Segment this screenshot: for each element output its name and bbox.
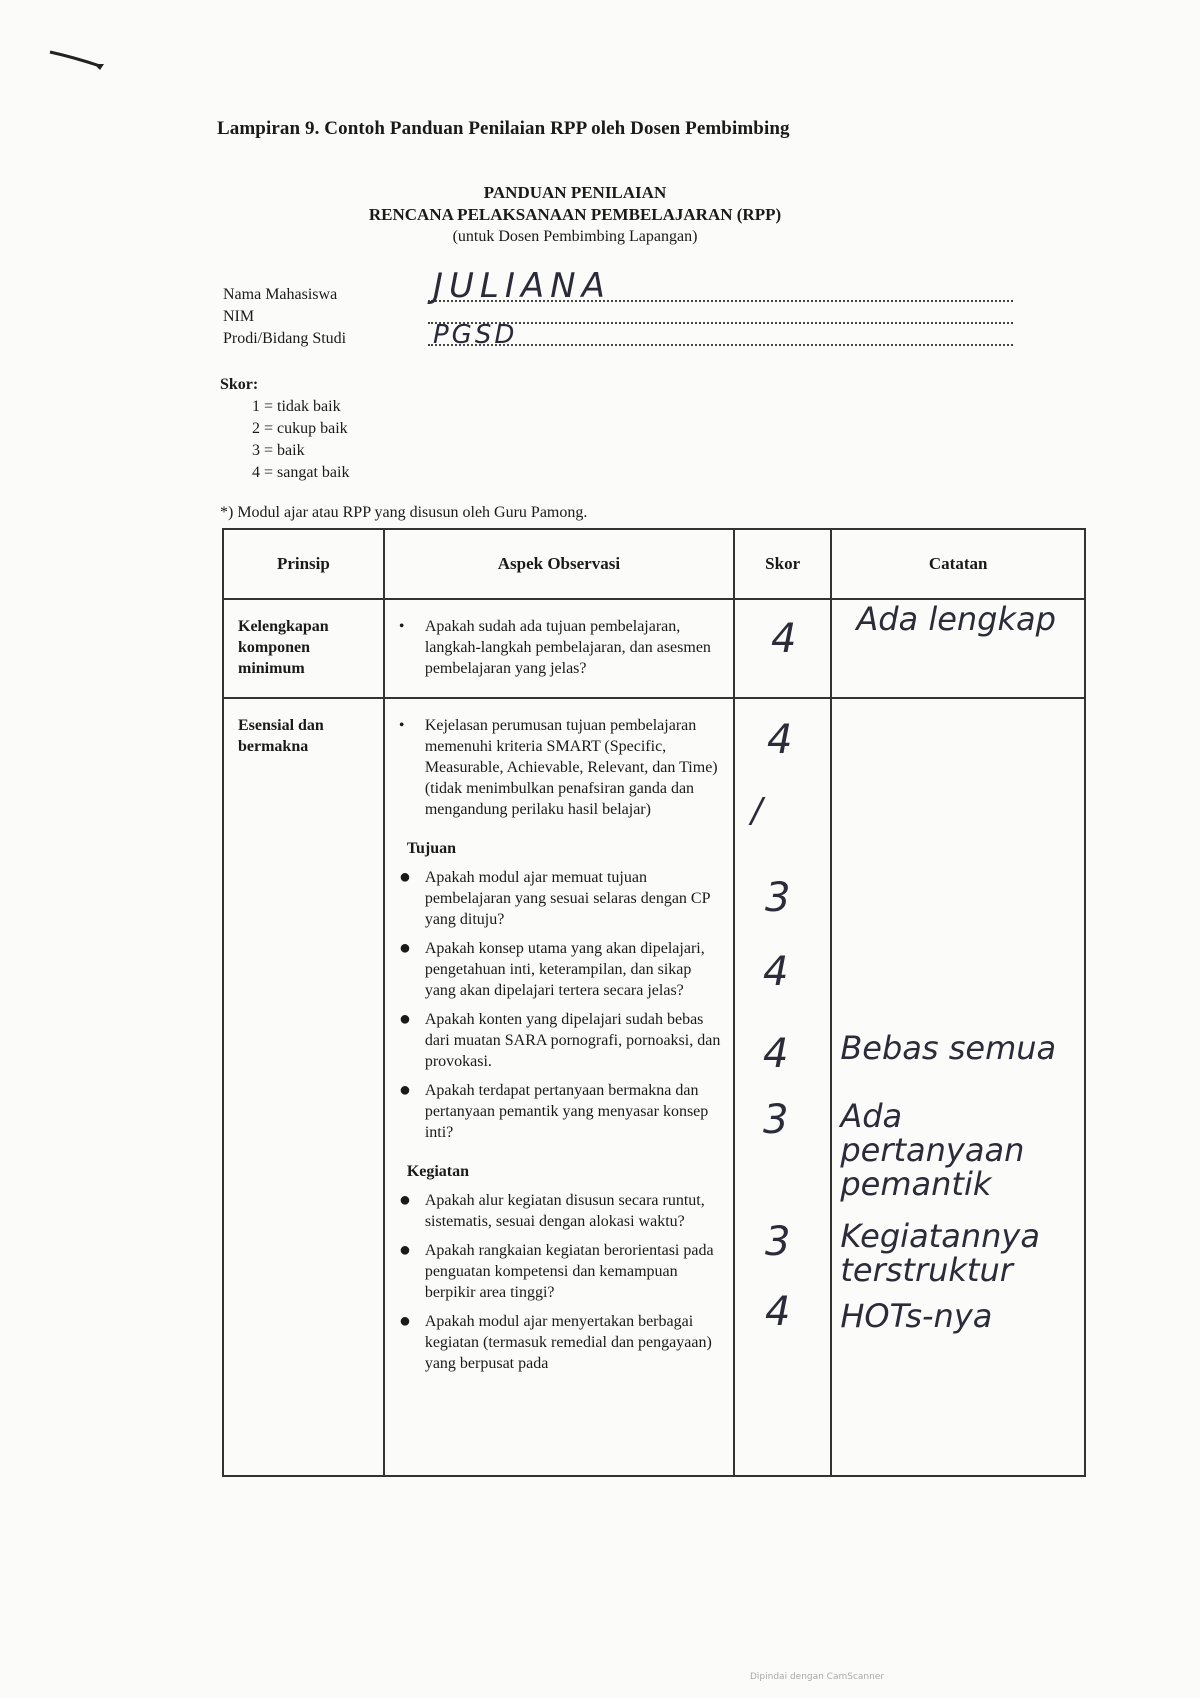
handwritten-score: 4: [764, 1289, 791, 1335]
prinsip-cell: Kelengkapan komponen minimum: [223, 599, 384, 698]
handwritten-score: 4: [762, 1031, 789, 1077]
list-item: [397, 867, 723, 930]
aspek-text: Apakah rangkaian kegiatan berorientasi pada penguatan kompetensi dan kemampuan berpikir area tinggi?: [424, 1242, 714, 1301]
aspek-cell: [384, 599, 734, 698]
aspek-text: Apakah modul ajar memuat tujuan pembelajaran yang sesuai selaras dengan CP yang dituju?: [424, 869, 710, 928]
bullet-icon: ●: [398, 1310, 411, 1332]
bullet-icon: •: [398, 618, 405, 635]
student-name-row: [223, 266, 1013, 306]
bullet-icon: ●: [398, 937, 411, 959]
aspek-cell: [384, 698, 734, 1476]
aspek-text: Apakah konsep utama yang akan dipelajari, pengetahuan inti, keterampilan, dan sikap yang akan dipelajari tertera secara jelas?: [424, 940, 705, 999]
list-item: [397, 1080, 723, 1143]
handwritten-note: HOTs-nya: [840, 1297, 993, 1335]
table-row: [223, 599, 1085, 698]
pen-mark: [48, 48, 108, 70]
handwritten-note: Ada pertanyaan pemantik: [840, 1097, 1025, 1203]
score-legend-item: 2 = cukup baik: [252, 420, 348, 437]
list-item: [397, 616, 723, 679]
score-legend-item: 1 = tidak baik: [252, 398, 341, 415]
student-name-label: Nama Mahasiswa: [223, 286, 338, 303]
handwritten-score: 3: [764, 875, 791, 921]
handwritten-note: Bebas semua: [840, 1029, 1057, 1067]
aspek-text: Apakah sudah ada tujuan pembelajaran, langkah-langkah pembelajaran, dan asesmen pembelajaran yang jelas?: [424, 618, 711, 677]
score-legend-item: 4 = sangat baik: [252, 464, 350, 481]
observation-table: [222, 528, 1086, 1477]
aspek-text: Apakah modul ajar menyertakan berbagai kegiatan (termasuk remedial dan pengayaan) yang berpusat pada: [424, 1313, 712, 1372]
handwritten-score: 4: [770, 616, 797, 662]
list-item: [397, 938, 723, 1001]
handwritten-score: 3: [762, 1097, 789, 1143]
table-header-row: [223, 529, 1085, 599]
appendix-title: Lampiran 9. Contoh Panduan Penilaian RPP oleh Dosen Pembimbing: [217, 118, 790, 139]
subsection-title: Tujuan: [406, 840, 457, 857]
score-legend-item: 3 = baik: [252, 442, 305, 459]
prinsip-cell: Esensial dan bermakna: [223, 698, 384, 1476]
score-legend-title: Skor:: [220, 376, 259, 393]
list-item: [397, 715, 723, 820]
aspek-text: Apakah terdapat pertanyaan bermakna dan pertanyaan pemantik yang menyasar konsep inti?: [424, 1082, 709, 1141]
handwritten-note: Kegiatannya terstruktur: [840, 1217, 1040, 1289]
list-item: [397, 1240, 723, 1303]
nim-row: [223, 306, 1013, 328]
bullet-icon: ●: [398, 1189, 411, 1211]
header-aspek: Aspek Observasi: [384, 529, 734, 599]
bullet-icon: ●: [398, 1008, 411, 1030]
score-legend: [220, 374, 349, 484]
document-heading: [330, 182, 820, 248]
scanner-watermark: Dipindai dengan CamScanner: [750, 1672, 885, 1682]
list-item: [397, 1009, 723, 1072]
bullet-icon: ●: [398, 866, 411, 888]
note-cell: [831, 599, 1085, 698]
aspek-text: Apakah konten yang dipelajari sudah bebas dari muatan SARA pornografi, pornoaksi, dan provokasi.: [424, 1011, 721, 1070]
study-program-row: [223, 320, 1013, 350]
heading-line-2: RENCANA PELAKSANAAN PEMBELAJARAN (RPP): [368, 205, 782, 224]
study-program-label: Prodi/Bidang Studi: [223, 330, 347, 347]
heading-line-1: PANDUAN PENILAIAN: [483, 183, 667, 202]
nim-label: NIM: [223, 308, 255, 325]
score-cell: [734, 698, 831, 1476]
score-cell: [734, 599, 831, 698]
handwritten-score: 4: [762, 949, 789, 995]
list-item: [397, 1311, 723, 1374]
handwritten-score: 3: [764, 1219, 791, 1265]
header-prinsip: Prinsip: [223, 529, 384, 599]
bullet-icon: ●: [398, 1239, 411, 1261]
table-row: [223, 698, 1085, 1476]
heading-line-3: (untuk Dosen Pembimbing Lapangan): [452, 228, 698, 245]
footnote: *) Modul ajar atau RPP yang disusun oleh Guru Pamong.: [220, 504, 588, 521]
aspek-text: Apakah alur kegiatan disusun secara runtut, sistematis, sesuai dengan alokasi waktu?: [424, 1192, 705, 1230]
header-skor: Skor: [734, 529, 831, 599]
aspek-text: Kejelasan perumusan tujuan pembelajaran memenuhi kriteria SMART (Specific, Measurable, Achievable, Relevant, dan Time) (tidak menimbulkan penafsiran ganda dan mengandung perilaku hasil belajar): [424, 717, 718, 818]
bullet-icon: ●: [398, 1079, 411, 1101]
identity-fields: [223, 266, 1013, 350]
note-cell: [831, 698, 1085, 1476]
handwritten-check-mark: /: [750, 791, 763, 831]
header-catatan: Catatan: [831, 529, 1085, 599]
handwritten-note: Ada lengkap: [856, 600, 1056, 638]
student-name-value: JULIANA: [433, 266, 611, 306]
list-item: [397, 1190, 723, 1232]
handwritten-score: 4: [766, 717, 793, 763]
study-program-value: PGSD: [433, 320, 518, 350]
subsection-title: Kegiatan: [406, 1163, 470, 1180]
bullet-icon: •: [398, 717, 405, 734]
